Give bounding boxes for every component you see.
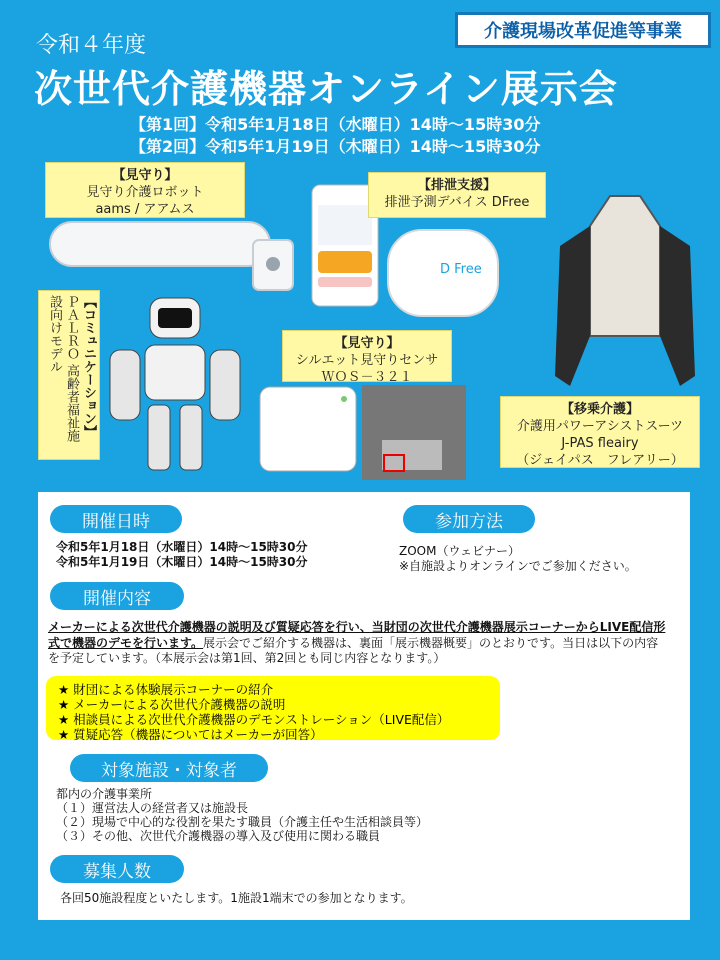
section-method-label: 参加方法 bbox=[403, 505, 535, 533]
date-line-1: 令和5年1月18日（水曜日）14時～15時30分 bbox=[56, 540, 308, 554]
capacity-text: 各回50施設程度といたします。1施設1端末での参加となります。 bbox=[60, 891, 413, 905]
list-item: ★ 財団による体験展示コーナーの紹介 bbox=[58, 682, 274, 697]
caption-dfree bbox=[368, 172, 546, 218]
date-line-2: 令和5年1月19日（木曜日）14時～15時30分 bbox=[56, 555, 308, 569]
method-line-1: ZOOM（ウェビナー） bbox=[399, 544, 520, 558]
silhouette-view-image bbox=[362, 385, 466, 480]
caption-jpas-line1: 介護用パワーアシストスーツ bbox=[516, 419, 684, 434]
fiscal-year: 令和４年度 bbox=[36, 33, 147, 58]
caption-jpas-line3: （ジェイパス フレアリー） bbox=[516, 453, 684, 468]
target-item-2: （２）現場で中心的な役割を果たす職員（介護主任や生活相談員等） bbox=[56, 815, 429, 829]
session-1: 【第1回】令和5年1月18日（水曜日）14時～15時30分 bbox=[130, 115, 541, 134]
caption-palro-line: 高齢者福祉施設向けモデル bbox=[47, 295, 79, 443]
section-target-label: 対象施設・対象者 bbox=[70, 754, 268, 782]
method-line-2: ※自施設よりオンラインでご参加ください。 bbox=[399, 559, 637, 573]
content-underline: メーカーによる次世代介護機器の説明及び質疑応答を行い、当財団の次世代介護機器展示コーナーからLIVE配信形式で機器のデモを行います。 bbox=[48, 620, 666, 650]
target-item-3: （３）その他、次世代介護機器の導入及び使用に関わる職員 bbox=[56, 829, 381, 843]
list-item: ★ 質疑応答（機器についてはメーカーが回答） bbox=[58, 727, 323, 742]
target-intro: 都内の介護事業所 bbox=[56, 787, 153, 801]
section-date-label: 開催日時 bbox=[50, 505, 182, 533]
aams-sensor-image bbox=[48, 212, 298, 292]
caption-dfree-category: 【排泄支援】 bbox=[417, 178, 496, 193]
caption-palro-category: 【コミュニケーション】 bbox=[81, 295, 96, 438]
list-item: ★ 相談員による次世代介護機器のデモンストレーション（LIVE配信） bbox=[58, 712, 450, 727]
wos-sensor-image bbox=[258, 385, 358, 473]
content-description bbox=[48, 620, 668, 667]
caption-palro bbox=[38, 290, 100, 460]
caption-aams bbox=[45, 162, 245, 218]
caption-wos-category: 【見守り】 bbox=[334, 336, 400, 351]
caption-jpas-category: 【移乗介護】 bbox=[560, 402, 639, 417]
content-rest: 展示会でご紹介する機器は、裏面「展示機器概要」のとおりです。当日は以下の内容を予定しています。（本展示会は第1回、第2回とも同じ内容となります。） bbox=[48, 635, 659, 665]
caption-wos bbox=[282, 330, 452, 385]
caption-jpas bbox=[500, 396, 700, 468]
caption-aams-line1: 見守り介護ロボット bbox=[86, 185, 204, 200]
caption-aams-line2: aams / アアムス bbox=[95, 202, 195, 217]
caption-dfree-line1: 排泄予測デバイス DFree bbox=[384, 195, 530, 210]
caption-jpas-line2: J-PAS fleairy bbox=[561, 436, 639, 451]
page-title: 次世代介護機器オンライン展示会 bbox=[34, 67, 618, 111]
target-item-1: （１）運営法人の経営者又は施設長 bbox=[56, 801, 249, 815]
program-tag: 介護現場改革促進等事業 bbox=[455, 12, 711, 48]
caption-palro-name: ＰＡＬＲＯ bbox=[64, 295, 79, 360]
session-2: 【第2回】令和5年1月19日（木曜日）14時～15時30分 bbox=[130, 137, 541, 156]
caption-aams-category: 【見守り】 bbox=[112, 168, 178, 183]
palro-robot-image bbox=[100, 290, 250, 480]
section-capacity-label: 募集人数 bbox=[50, 855, 184, 883]
list-item: ★ メーカーによる次世代介護機器の説明 bbox=[58, 697, 286, 712]
caption-wos-line2: ＷＯＳ－３２１ bbox=[321, 370, 413, 385]
content-list bbox=[46, 676, 500, 740]
caption-wos-line1: シルエット見守りセンサ bbox=[295, 353, 439, 368]
section-content-label: 開催内容 bbox=[50, 582, 184, 610]
dfree-logo: D Free bbox=[440, 262, 482, 277]
power-assist-suit-image bbox=[550, 186, 700, 396]
